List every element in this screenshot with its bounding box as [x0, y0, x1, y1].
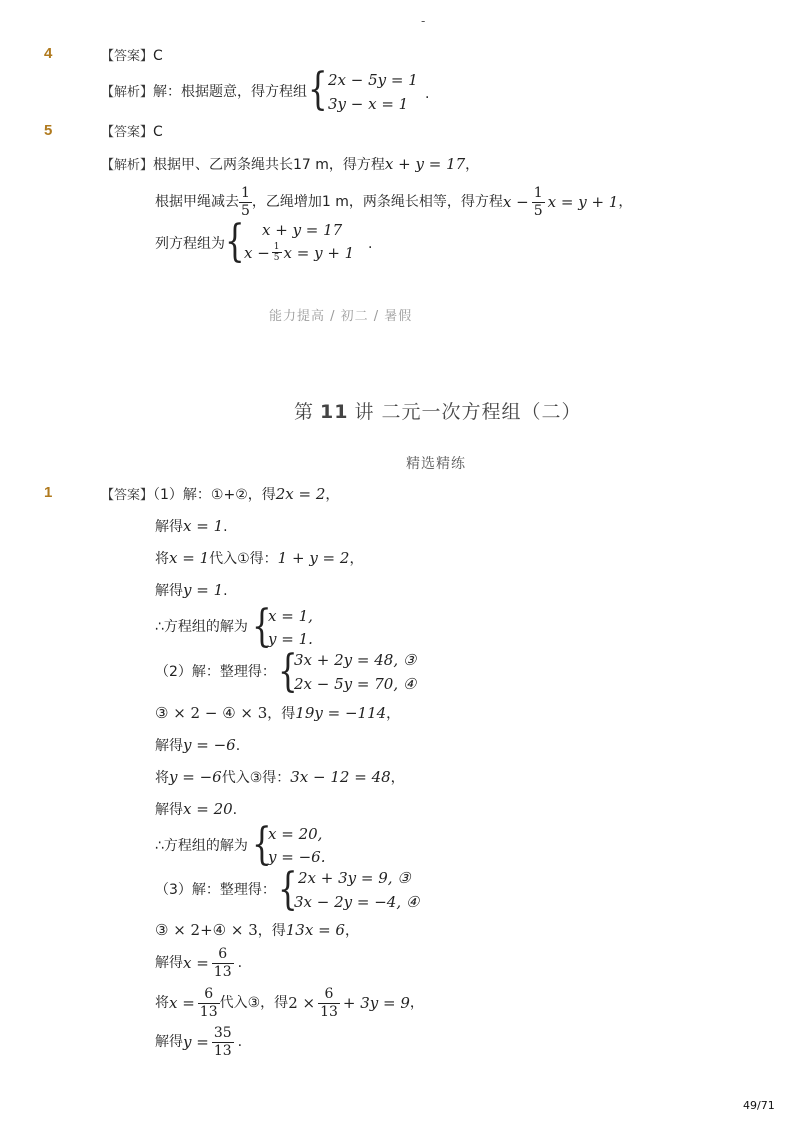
solution-line [155, 580, 228, 601]
equation-part: x − [244, 243, 270, 262]
equation: y = [183, 1033, 209, 1051]
lesson-number: 11 [320, 401, 349, 423]
equation: x = 1 [183, 517, 224, 535]
punct: . [223, 583, 228, 599]
equation [244, 242, 354, 263]
analysis-line [101, 154, 479, 176]
answer-line [101, 46, 163, 67]
answer-line [101, 484, 339, 506]
solution-text: 将 [155, 770, 169, 786]
equation-part: x = y + 1 [283, 243, 355, 262]
equation: 2 × [288, 994, 316, 1012]
equation: y = −6 [169, 768, 222, 786]
equation: y = 1. [268, 630, 313, 648]
equation: x + y = 17 [384, 155, 466, 173]
fraction-denominator: 5 [533, 202, 543, 219]
equation: x = [183, 954, 209, 972]
punct: ， [349, 551, 364, 567]
solution-line [155, 983, 424, 1023]
punct: ， [409, 995, 424, 1011]
punct: . [237, 955, 243, 971]
solution-text: 解得 [155, 955, 183, 971]
fraction [272, 242, 282, 263]
answer-value: C [153, 48, 163, 64]
fraction-denominator: 13 [320, 1003, 338, 1020]
analysis-tag: 【解析】 [101, 85, 154, 100]
solution-text: 代入③得： [221, 770, 291, 786]
period: . [425, 86, 430, 102]
equation: ③ × 2+④ × 3 [155, 921, 258, 939]
solution-line [155, 548, 363, 569]
equation: 2x + 3y = 9, ③ [298, 869, 411, 887]
solution-text: ，得 [267, 706, 296, 722]
solution-line [155, 735, 240, 756]
page-footer-label: 能力提高 / 初二 / 暑假 [269, 309, 413, 324]
equation: 2x − 5y = 1 [328, 71, 418, 89]
solution-text: （1）解：①+②，得 [153, 487, 276, 503]
equation: 2x = 2 [275, 485, 326, 503]
answer-line [101, 122, 163, 143]
equation: y = 1 [183, 581, 224, 599]
fraction-denominator: 13 [213, 1042, 232, 1059]
solution-line [155, 943, 242, 983]
fraction [532, 185, 545, 220]
fraction [198, 986, 220, 1021]
solution-line [155, 920, 359, 941]
top-mark: - [421, 14, 426, 28]
fraction-denominator: 5 [273, 253, 280, 263]
solution-text: 解得 [155, 738, 183, 754]
analysis-text: 根据甲、乙两条绳共长17 m，得方程 [153, 157, 385, 173]
lesson-title [294, 397, 582, 424]
equation: 1 + y = 2 [277, 549, 350, 567]
equation: 3x + 2y = 48, ③ [294, 651, 417, 669]
solution-text: 解得 [155, 519, 183, 535]
question-number: 1 [44, 484, 53, 501]
equation: x = y + 1 [547, 193, 619, 211]
solution-text: （2）解：整理得： [155, 664, 276, 680]
analysis-line [101, 82, 307, 103]
equation-brace: { [225, 216, 245, 267]
solution-text: 将 [155, 551, 169, 567]
equation: 3x − 12 = 48 [290, 768, 391, 786]
answer-tag: 【答案】 [101, 49, 154, 64]
fraction-numerator: 1 [273, 242, 280, 252]
fraction-denominator: 13 [199, 1003, 218, 1020]
equation: x = 1 [169, 549, 210, 567]
answer-tag: 【答案】 [101, 125, 154, 140]
equation-brace: { [308, 64, 328, 115]
equation: 2x − 5y = 70, ④ [294, 675, 417, 693]
punct: ， [465, 157, 480, 173]
solution-text: ，得 [257, 923, 286, 939]
equation: y = −6 [183, 736, 236, 754]
solution-text: ∴方程组的解为 [155, 619, 248, 635]
analysis-tag: 【解析】 [101, 158, 154, 173]
solution-line [155, 767, 405, 788]
period: . [368, 236, 373, 252]
equation: 19y = −114 [295, 704, 387, 722]
punct: ， [390, 770, 405, 786]
fraction-numerator: 1 [533, 184, 543, 201]
equation: + 3y = 9 [342, 994, 410, 1012]
equation: x = 1, [268, 607, 313, 625]
fraction-numerator: 6 [324, 985, 334, 1002]
lesson-title-text: 讲 二元一次方程组（二） [354, 401, 582, 423]
lesson-title-prefix: 第 [294, 401, 315, 423]
punct: . [223, 519, 228, 535]
punct: ， [344, 923, 359, 939]
equation: x = [169, 994, 195, 1012]
analysis-text: 根据甲绳减去 [155, 194, 239, 210]
fraction [318, 986, 340, 1021]
fraction-denominator: 5 [241, 202, 250, 219]
equation: 3x − 2y = −4, ④ [294, 893, 420, 911]
equation: x + y = 17 [262, 221, 343, 239]
equation: 13x = 6 [285, 921, 345, 939]
solution-line [155, 516, 228, 537]
fraction-numerator: 35 [213, 1024, 232, 1041]
equation: 3y − x = 1 [328, 95, 409, 113]
solution-line [155, 703, 400, 724]
fraction [212, 946, 234, 981]
solution-text: 解得 [155, 583, 183, 599]
equation: x = 20, [268, 825, 323, 843]
equation: x = 20 [183, 800, 233, 818]
fraction [212, 1025, 234, 1060]
equation-brace: { [278, 646, 298, 697]
fraction-denominator: 13 [213, 963, 232, 980]
punct: ， [618, 194, 633, 210]
section-title: 精选精练 [406, 456, 466, 472]
answer-tag: 【答案】 [101, 488, 154, 503]
equation: y = −6. [268, 848, 326, 866]
page-number: 49/71 [743, 1099, 775, 1112]
equation: ③ × 2 − ④ × 3 [155, 704, 268, 722]
question-number: 4 [44, 45, 53, 62]
fraction [239, 185, 252, 220]
solution-text: 代入①得： [209, 551, 278, 567]
solution-text: 解得 [155, 1034, 183, 1050]
solution-text: 将 [155, 995, 169, 1011]
analysis-text: ，乙绳增加1 m，两条绳长相等，得方程 [251, 194, 503, 210]
solution-text: （3）解：整理得： [155, 882, 276, 898]
punct: . [235, 738, 241, 754]
punct: ， [325, 487, 340, 503]
fraction-numerator: 1 [241, 184, 250, 201]
answer-value: C [153, 124, 163, 140]
equation-brace: { [252, 819, 272, 870]
solution-line [155, 1022, 242, 1062]
equation: x − [502, 193, 529, 211]
question-number: 5 [44, 122, 53, 139]
punct: . [232, 802, 238, 818]
analysis-text: 解：根据题意，得方程组 [153, 84, 308, 100]
fraction-numerator: 6 [204, 985, 214, 1002]
solution-text: ∴方程组的解为 [155, 838, 248, 854]
fraction-numerator: 6 [218, 945, 228, 962]
equation-brace: { [278, 864, 298, 915]
punct: . [237, 1034, 243, 1050]
equation-brace: { [252, 601, 272, 652]
solution-text: 代入③，得 [219, 995, 289, 1011]
solution-line [155, 799, 237, 820]
solution-text: 解得 [155, 802, 183, 818]
analysis-text: 列方程组为 [155, 236, 225, 252]
punct: ， [386, 706, 401, 722]
